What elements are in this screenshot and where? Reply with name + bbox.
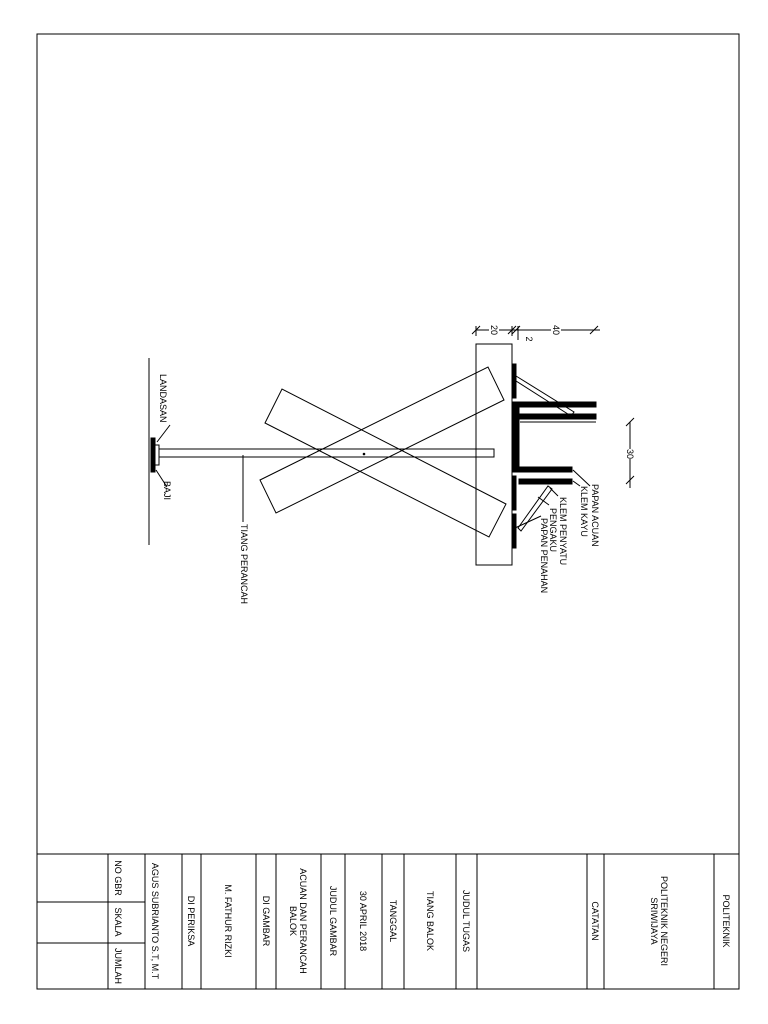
tb-institution bbox=[649, 876, 669, 966]
tb-digambar-label: DI GAMBAR bbox=[261, 895, 271, 947]
label-baji: BAJI bbox=[162, 481, 172, 501]
label-papan-acuan: PAPAN ACUAN bbox=[590, 484, 600, 547]
papan-acuan-side-top bbox=[512, 402, 596, 407]
tb-institution-line2: SRIWIJAYA bbox=[649, 897, 659, 945]
papan-acuan-bottom bbox=[512, 402, 519, 472]
tb-judul-gambar-line2: BALOK bbox=[288, 905, 298, 936]
papan-penahan-bottom bbox=[512, 476, 516, 510]
tb-no-gbr: NO GBR bbox=[113, 860, 123, 896]
label-klem-penyatu: KLEM PENYATU bbox=[558, 497, 568, 566]
tb-tanggal-value: 30 APRIL 2018 bbox=[358, 890, 368, 952]
klem-kayu-bottom bbox=[519, 479, 572, 484]
tb-tanggal-label: TANGGAL bbox=[388, 899, 398, 943]
dimension-2: 2 bbox=[524, 336, 534, 342]
landasan-plate bbox=[151, 438, 155, 472]
tb-judul-gambar-label: JUDUL GAMBAR bbox=[328, 885, 338, 957]
label-tiang-perancah: TIANG PERANCAH bbox=[239, 524, 249, 605]
tiang-perancah-post bbox=[159, 449, 494, 457]
dimension-20: 20 bbox=[489, 324, 499, 336]
papan-acuan-side-bottom bbox=[512, 467, 572, 472]
dimension-40: 40 bbox=[551, 324, 561, 336]
tb-politeknik: POLITEKNIK bbox=[721, 894, 731, 948]
label-pengaku: PENGAKU bbox=[548, 508, 558, 553]
label-landasan: LANDASAN bbox=[158, 374, 168, 423]
tb-judul-tugas-label: JUDUL TUGAS bbox=[461, 889, 471, 953]
tb-judul-tugas-value: TIANG BALOK bbox=[425, 890, 435, 952]
baji-wedge bbox=[155, 445, 159, 465]
tb-diperiksa-value: AGUS SUBRIANTO S.T, M.T bbox=[150, 862, 160, 980]
tb-diperiksa-label: DI PERIKSA bbox=[186, 895, 196, 947]
papan-penahan-top bbox=[512, 364, 516, 398]
tb-skala: SKALA bbox=[113, 907, 123, 937]
label-papan-penahan: PAPAN PENAHAN bbox=[539, 518, 549, 594]
papan-penahan-lower bbox=[512, 514, 516, 548]
tb-jumlah: JUMLAH bbox=[113, 947, 123, 985]
pengaku-top bbox=[516, 376, 574, 416]
klem-kayu-top bbox=[519, 414, 596, 419]
tb-digambar-value: M. FATHUR RIZKI bbox=[223, 884, 233, 958]
tb-institution-line1: POLITEKNIK NEGERI bbox=[659, 875, 669, 967]
sheet-border bbox=[37, 34, 739, 989]
tb-judul-gambar-value bbox=[288, 868, 308, 974]
tb-judul-gambar-line1: ACUAN DAN PERANCAH bbox=[298, 868, 308, 974]
brace-board-b bbox=[265, 389, 506, 537]
label-klem-kayu: KLEM KAYU bbox=[579, 486, 589, 537]
dimension-30: 30 bbox=[625, 448, 635, 460]
tb-catatan: CATATAN bbox=[590, 901, 600, 941]
